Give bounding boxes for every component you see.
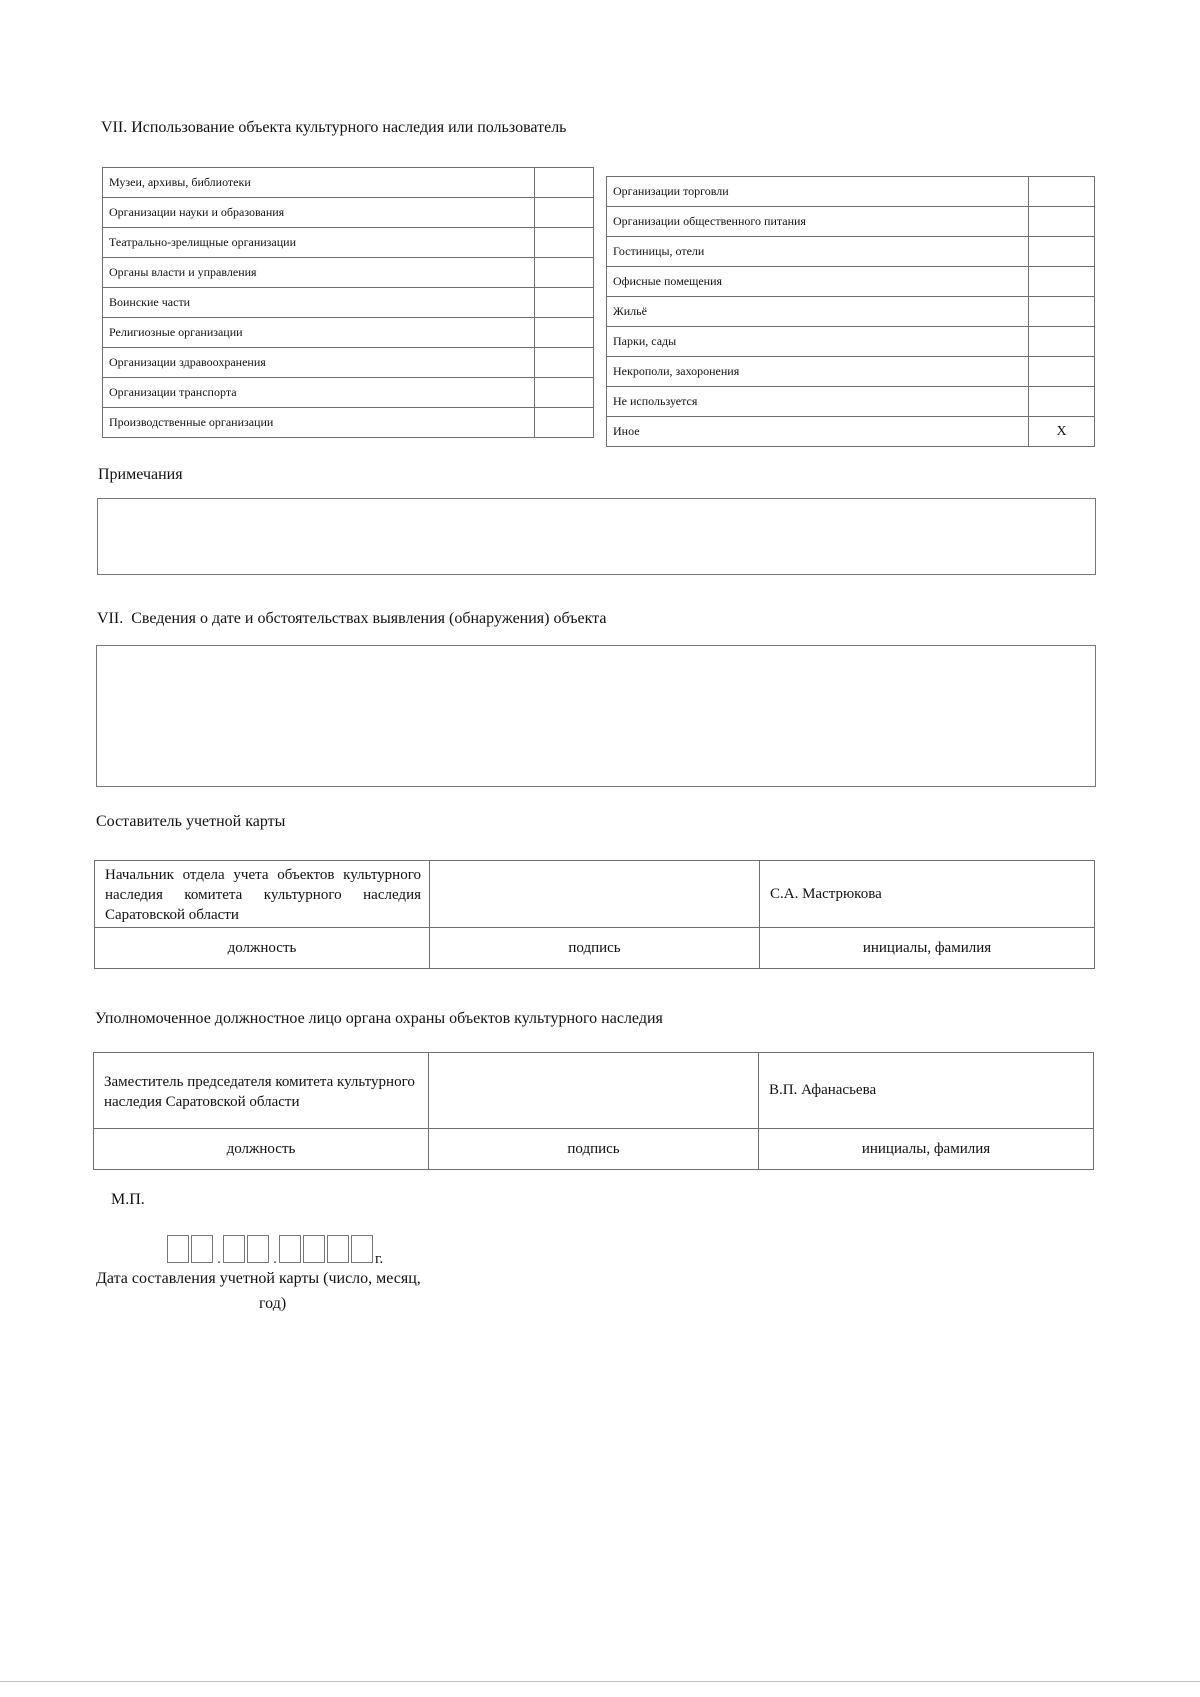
compiler-table xyxy=(94,860,1095,969)
usage-checkbox[interactable] xyxy=(535,408,594,438)
usage-checkbox[interactable] xyxy=(535,378,594,408)
date-caption-line2: год) xyxy=(259,1295,287,1312)
date-year-suffix: г. xyxy=(375,1251,384,1267)
date-digit-box[interactable] xyxy=(167,1235,189,1263)
official-position-caption: должность xyxy=(94,1129,429,1170)
official-position: Заместитель председателя комитета культурного наследия Саратовской области xyxy=(94,1053,429,1129)
usage-label: Некрополи, захоронения xyxy=(607,357,1029,387)
usage-row xyxy=(607,357,1095,387)
date-caption-line1: Дата составления учетной карты (число, месяц, xyxy=(96,1270,421,1287)
usage-label: Театрально-зрелищные организации xyxy=(103,228,535,258)
date-digit-box[interactable] xyxy=(279,1235,301,1263)
usage-row xyxy=(103,348,594,378)
usage-checkbox[interactable] xyxy=(535,198,594,228)
usage-label: Организации торговли xyxy=(607,177,1029,207)
date-digit-box[interactable] xyxy=(247,1235,269,1263)
usage-checkbox[interactable] xyxy=(1029,267,1095,297)
official-heading: Уполномоченное должностное лицо органа охраны объектов культурного наследия xyxy=(95,1010,663,1027)
usage-section-title: VII. Использование объекта культурного наследия или пользователь xyxy=(101,119,567,136)
date-digit-box[interactable] xyxy=(351,1235,373,1263)
usage-row xyxy=(103,318,594,348)
date-separator: . xyxy=(217,1252,221,1267)
usage-row xyxy=(103,288,594,318)
usage-label: Организации науки и образования xyxy=(103,198,535,228)
usage-label: Воинские части xyxy=(103,288,535,318)
usage-checkbox[interactable] xyxy=(535,288,594,318)
usage-row xyxy=(103,408,594,438)
usage-row xyxy=(607,297,1095,327)
usage-checkbox[interactable] xyxy=(535,168,594,198)
usage-row xyxy=(103,378,594,408)
date-field xyxy=(167,1235,383,1268)
official-name: В.П. Афанасьева xyxy=(759,1053,1094,1129)
usage-row xyxy=(607,387,1095,417)
stamp-label: М.П. xyxy=(111,1191,145,1208)
date-digit-box[interactable] xyxy=(303,1235,325,1263)
usage-table-right xyxy=(606,176,1095,447)
usage-row xyxy=(607,327,1095,357)
compiler-signature-field[interactable] xyxy=(430,861,760,928)
usage-checkbox[interactable] xyxy=(1029,387,1095,417)
discovery-section-title: Сведения о дате и обстоятельствах выявления (обнаружения) объекта xyxy=(131,610,607,627)
usage-checkbox[interactable] xyxy=(535,318,594,348)
date-digit-box[interactable] xyxy=(191,1235,213,1263)
usage-checkbox[interactable] xyxy=(535,348,594,378)
compiler-name-caption: инициалы, фамилия xyxy=(760,928,1095,969)
usage-label: Офисные помещения xyxy=(607,267,1029,297)
official-name-caption: инициалы, фамилия xyxy=(759,1129,1094,1170)
usage-row xyxy=(103,228,594,258)
usage-row xyxy=(607,207,1095,237)
official-signature-field[interactable] xyxy=(429,1053,759,1129)
usage-row xyxy=(103,168,594,198)
usage-row xyxy=(103,198,594,228)
usage-label: Организации общественного питания xyxy=(607,207,1029,237)
official-signature-caption: подпись xyxy=(429,1129,759,1170)
usage-checkbox[interactable] xyxy=(535,228,594,258)
usage-checkbox[interactable]: X xyxy=(1029,417,1095,447)
usage-checkbox[interactable] xyxy=(1029,357,1095,387)
usage-checkbox[interactable] xyxy=(1029,297,1095,327)
usage-label: Музеи, архивы, библиотеки xyxy=(103,168,535,198)
notes-label: Примечания xyxy=(98,466,183,483)
usage-label: Органы власти и управления xyxy=(103,258,535,288)
usage-label: Производственные организации xyxy=(103,408,535,438)
notes-field[interactable] xyxy=(97,498,1096,575)
usage-checkbox[interactable] xyxy=(1029,207,1095,237)
usage-row xyxy=(607,267,1095,297)
discovery-section-heading xyxy=(97,610,606,628)
usage-label: Парки, сады xyxy=(607,327,1029,357)
compiler-position: Начальник отдела учета объектов культурного наследия комитета культурного наследия Саратовской области xyxy=(95,861,430,928)
usage-row xyxy=(607,417,1095,447)
discovery-section-number: VII. xyxy=(97,610,124,627)
usage-label: Жильё xyxy=(607,297,1029,327)
usage-row xyxy=(607,237,1095,267)
usage-row xyxy=(607,177,1095,207)
discovery-field[interactable] xyxy=(96,645,1096,787)
date-separator: . xyxy=(273,1252,277,1267)
usage-checkbox[interactable] xyxy=(1029,177,1095,207)
usage-label: Иное xyxy=(607,417,1029,447)
date-digit-box[interactable] xyxy=(327,1235,349,1263)
date-digit-box[interactable] xyxy=(223,1235,245,1263)
compiler-position-caption: должность xyxy=(95,928,430,969)
usage-checkbox[interactable] xyxy=(1029,237,1095,267)
usage-checkbox[interactable] xyxy=(1029,327,1095,357)
usage-label: Гостиницы, отели xyxy=(607,237,1029,267)
usage-label: Организации транспорта xyxy=(103,378,535,408)
compiler-heading: Составитель учетной карты xyxy=(96,813,286,830)
compiler-name: С.А. Мастрюкова xyxy=(760,861,1095,928)
usage-label: Организации здравоохранения xyxy=(103,348,535,378)
usage-label: Не используется xyxy=(607,387,1029,417)
official-table xyxy=(93,1052,1094,1170)
usage-row xyxy=(103,258,594,288)
usage-table-left xyxy=(102,167,594,438)
page-bottom-line xyxy=(0,1681,1200,1682)
usage-label: Религиозные организации xyxy=(103,318,535,348)
compiler-signature-caption: подпись xyxy=(430,928,760,969)
usage-checkbox[interactable] xyxy=(535,258,594,288)
